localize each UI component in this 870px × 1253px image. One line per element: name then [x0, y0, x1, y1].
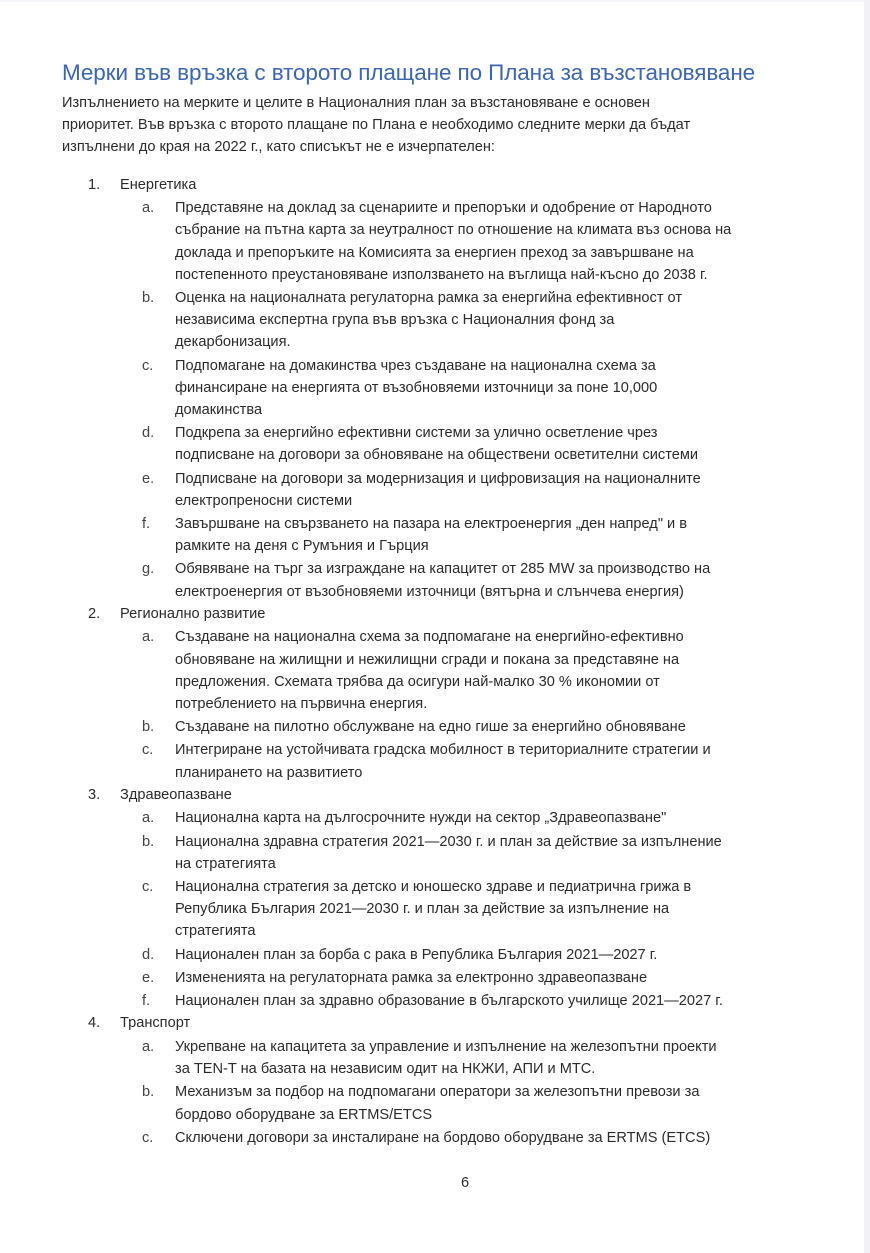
item-text — [175, 876, 815, 943]
item-text-line: бордово оборудване за ERTMS/ETCS — [175, 1106, 433, 1123]
item-text-line: планирането на развитието — [175, 764, 363, 781]
item-letter: a. — [142, 810, 155, 827]
item-text-line: обновяване на жилищни и нежилищни сгради и покана за представяне на — [175, 651, 680, 668]
item-text-line: Подкрепа за енергийно ефективни системи за улично осветление чрез — [175, 425, 658, 442]
item-text-line: Национална здравна стратегия 2021—2030 г. и план за действие за изпълнение — [175, 833, 722, 850]
intro-line: Изпълнението на мерките и целите в Националния план за възстановяване е основен — [62, 95, 650, 111]
item-text — [175, 468, 815, 512]
item-text — [175, 739, 815, 783]
item-text-line: Измененията на регулаторната рамка за електронно здравеопазване — [175, 969, 648, 986]
item-text-line: Република България 2021—2030 г. и план за действие за изпълнение на — [175, 901, 670, 918]
item-text — [175, 626, 815, 715]
item-letter: a. — [142, 629, 155, 646]
list-item — [62, 1036, 842, 1080]
item-text-line: Подпомагане на домакинства чрез създаване на национална схема за — [175, 357, 656, 374]
item-text-line: Сключени договори за инсталиране на бордово оборудване за ERTMS (ETCS) — [175, 1129, 711, 1146]
list-item — [62, 716, 842, 738]
list-item — [62, 355, 842, 422]
item-text-line: Завършване на свързването на пазара на електроенергия „ден напред" и в — [175, 516, 688, 533]
sub-items-list — [62, 197, 842, 603]
item-letter: d. — [142, 425, 155, 442]
list-item — [62, 1081, 842, 1125]
item-text-line: предложения. Схемата трябва да осигури най-малко 30 % икономии от — [175, 673, 660, 690]
item-text — [175, 831, 815, 875]
item-text-line: Национален план за борба с рака в Република България 2021—2027 г. — [175, 946, 658, 963]
item-text — [175, 1081, 815, 1125]
item-letter: c. — [142, 742, 154, 759]
item-letter: a. — [142, 1038, 155, 1055]
item-letter: a. — [142, 200, 155, 217]
list-item — [62, 626, 842, 715]
item-text-line: събрание на пътна карта за неутралност по отношение на климата въз основа на — [175, 222, 732, 239]
sub-items-list — [62, 1036, 842, 1149]
item-text — [175, 558, 815, 602]
section-title: Енергетика — [120, 176, 197, 193]
item-text-line: независима експертна група във връзка с Националния фонд за — [175, 312, 615, 329]
item-text-line: на стратегията — [175, 855, 276, 872]
measures-list — [62, 175, 842, 1149]
item-text-line: стратегията — [175, 923, 256, 940]
item-letter: f. — [142, 993, 151, 1010]
item-text-line: декарбонизация. — [175, 334, 291, 351]
section-heading — [62, 604, 842, 626]
intro-line: приоритет. Във връзка с второто плащане по Плана е необходимо следните мерки да бъдат — [62, 117, 691, 134]
item-letter: b. — [142, 290, 155, 307]
item-text-line: Представяне на доклад за сценариите и препоръки и одобрение от Народното — [175, 200, 712, 217]
item-letter: b. — [142, 1084, 155, 1101]
item-letter: d. — [142, 946, 155, 963]
section-number: 2. — [88, 605, 101, 622]
item-text-line: Национална стратегия за детско и юношеско здраве и педиатрична грижа в — [175, 879, 692, 896]
section-item — [62, 785, 842, 1012]
item-text-line: рамките на деня с Румъния и Гърция — [175, 538, 429, 555]
sub-items-list — [62, 626, 842, 783]
list-item — [62, 831, 842, 875]
item-letter: g. — [142, 561, 155, 578]
page-heading: Мерки във връзка с второто плащане по Плана за възстановяване — [62, 60, 756, 85]
list-item — [62, 807, 842, 829]
section-heading — [62, 1013, 842, 1035]
list-item — [62, 944, 842, 966]
item-text — [175, 1127, 815, 1149]
page-number: 6 — [460, 1174, 470, 1191]
list-item — [62, 739, 842, 783]
item-text-line: домакинства — [175, 402, 263, 419]
item-text-line: електропреносни системи — [175, 492, 353, 509]
section-title: Регионално развитие — [120, 605, 266, 622]
item-text — [175, 990, 815, 1012]
list-item — [62, 876, 842, 943]
section-number: 1. — [88, 176, 101, 193]
item-text-line: финансиране на енергията от възобновяеми източници за поне 10,000 — [175, 379, 658, 396]
item-letter: c. — [142, 357, 154, 374]
item-text — [175, 944, 815, 966]
item-text-line: Създаване на пилотно обслужване на едно гише за енергийно обновяване — [175, 719, 686, 736]
item-text — [175, 967, 815, 989]
item-letter: b. — [142, 833, 155, 850]
list-item — [62, 1127, 842, 1149]
intro-paragraph — [62, 92, 842, 159]
item-text — [175, 513, 815, 557]
item-letter: e. — [142, 969, 155, 986]
item-text-line: Интегриране на устойчивата градска мобилност в териториалните стратегии и — [175, 742, 711, 759]
list-item — [62, 287, 842, 354]
item-text-line: Национален план за здравно образование в българското училище 2021—2027 г. — [175, 993, 723, 1010]
section-number: 3. — [88, 786, 101, 803]
item-text-line: Механизъм за подбор на подпомагани оператори за железопътни превози за — [175, 1084, 700, 1101]
item-text-line: доклада и препоръките на Комисията за енергиен преход за завършване на — [175, 244, 694, 261]
intro-line: изпълнени до края на 2022 г., като списъкът не е изчерпателен: — [62, 139, 495, 156]
list-item — [62, 422, 842, 466]
section-heading — [62, 175, 842, 197]
sub-items-list — [62, 807, 842, 1012]
item-text-line: Създаване на национална схема за подпомагане на енергийно-ефективно — [175, 629, 684, 646]
page-edge-scrollbar — [864, 0, 870, 1253]
section-item — [62, 1013, 842, 1149]
item-text-line: постепенното преустановяване използването на въглища най-късно до 2038 г. — [175, 266, 708, 283]
section-title: Здравеопазване — [120, 786, 232, 803]
item-text-line: електроенергия от възобновяеми източници (вятърна и слънчева енергия) — [175, 583, 684, 600]
item-text-line: Обявяване на търг за изграждане на капацитет от 285 MW за производство на — [175, 561, 711, 578]
item-letter: c. — [142, 1129, 154, 1146]
item-text-line: Оценка на националната регулаторна рамка за енергийна ефективност от — [175, 290, 683, 307]
item-text-line: потреблението на първична енергия. — [175, 696, 428, 713]
item-letter: b. — [142, 719, 155, 736]
item-text — [175, 422, 815, 466]
item-text-line: Национална карта на дългосрочните нужди на сектор „Здравеопазване" — [175, 810, 667, 827]
list-item — [62, 197, 842, 286]
section-item — [62, 175, 842, 603]
list-item — [62, 513, 842, 557]
item-text — [175, 287, 815, 354]
item-text-line: Подписване на договори за модернизация и цифровизация на националните — [175, 470, 701, 487]
item-letter: e. — [142, 470, 155, 487]
item-text — [175, 716, 815, 738]
item-text — [175, 355, 815, 422]
item-letter: c. — [142, 879, 154, 896]
list-item — [62, 468, 842, 512]
list-item — [62, 967, 842, 989]
item-text — [175, 197, 815, 286]
item-text — [175, 1036, 815, 1080]
section-heading — [62, 785, 842, 807]
item-letter: f. — [142, 516, 151, 533]
item-text-line: подписване на договори за обновяване на обществени осветителни системи — [175, 447, 699, 464]
top-border — [0, 0, 870, 2]
list-item — [62, 990, 842, 1012]
item-text-line: за TEN-T на базата на независим одит на НКЖИ, АПИ и МТС. — [175, 1061, 596, 1078]
list-item — [62, 558, 842, 602]
item-text — [175, 807, 815, 829]
section-title: Транспорт — [120, 1015, 191, 1032]
section-number: 4. — [88, 1015, 101, 1032]
section-item — [62, 604, 842, 784]
item-text-line: Укрепване на капацитета за управление и изпълнение на железопътни проекти — [175, 1038, 717, 1055]
